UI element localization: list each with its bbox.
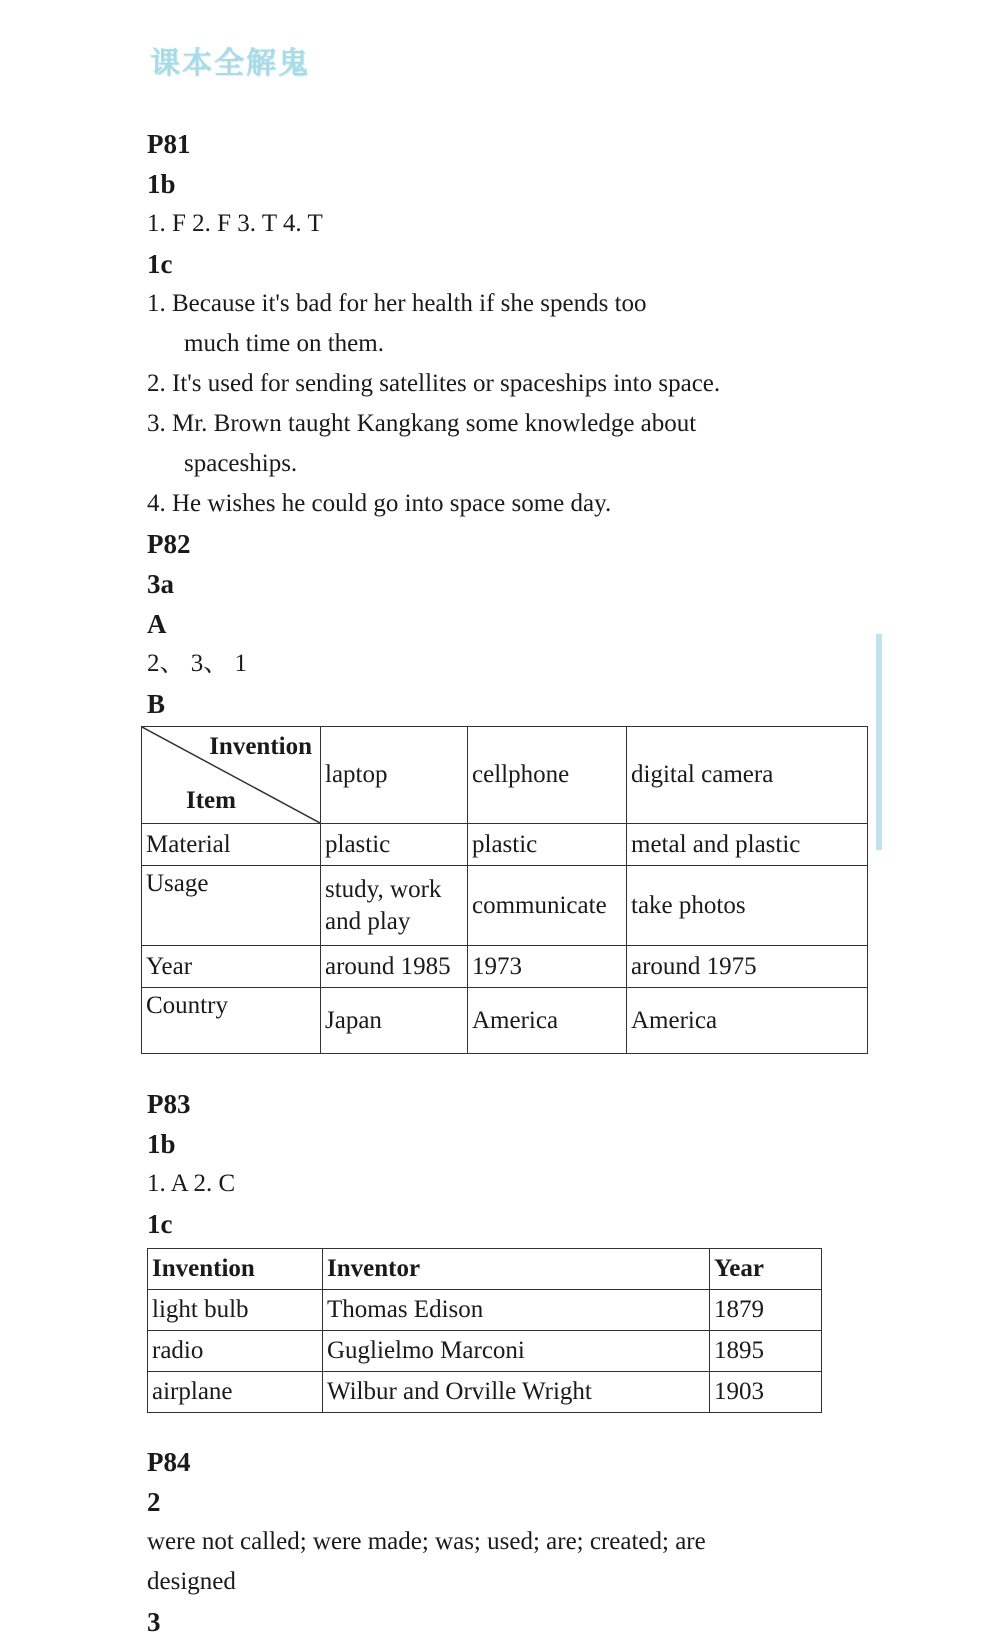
- row-label: Country: [142, 988, 321, 1054]
- table-cell: plastic: [321, 824, 468, 866]
- question-label-1c: 1c: [147, 249, 173, 279]
- question-label-3a: 3a: [147, 569, 174, 599]
- header-item: Item: [186, 787, 236, 814]
- column-header: Year: [710, 1249, 822, 1290]
- column-header: cellphone: [468, 727, 627, 824]
- table-cell: Wilbur and Orville Wright: [323, 1372, 710, 1413]
- logo: 课本全解鬼: [150, 46, 310, 81]
- table-cell: America: [468, 988, 627, 1054]
- answers-1b: 1. A 2. C: [147, 1170, 236, 1197]
- table-cell: plastic: [468, 824, 627, 866]
- row-label: Year: [142, 946, 321, 988]
- table-header-row: [148, 1249, 822, 1290]
- table-row: [142, 824, 868, 866]
- answer-1c-1: 1. Because it's bad for her health if she spends too: [147, 290, 647, 317]
- table-cell: Thomas Edison: [323, 1290, 710, 1331]
- question-label-1c: 1c: [147, 1209, 173, 1239]
- page-heading-p82: P82: [147, 529, 191, 559]
- inventors-table: [147, 1248, 822, 1413]
- answer-1c-4: 4. He wishes he could go into space some day.: [147, 490, 612, 517]
- table-row: [148, 1372, 822, 1413]
- answer-1c-3: 3. Mr. Brown taught Kangkang some knowledge about: [147, 410, 697, 437]
- row-label: Material: [142, 824, 321, 866]
- table-cell: Guglielmo Marconi: [323, 1331, 710, 1372]
- question-label-3: 3: [147, 1607, 161, 1637]
- table-cell: metal and plastic: [627, 824, 868, 866]
- answer-part-a: 2、 3、 1: [147, 650, 248, 677]
- table-cell: airplane: [148, 1372, 323, 1413]
- part-label-a: A: [147, 609, 167, 639]
- table-row: [142, 866, 868, 946]
- table-cell: around 1975: [627, 946, 868, 988]
- table-row: [148, 1290, 822, 1331]
- table-cell: 1903: [710, 1372, 822, 1413]
- table-header-row: [142, 727, 868, 824]
- question-label-2: 2: [147, 1487, 161, 1517]
- table-cell: 1973: [468, 946, 627, 988]
- table-cell: America: [627, 988, 868, 1054]
- table-cell: radio: [148, 1331, 323, 1372]
- table-cell: study, work and play: [321, 866, 468, 946]
- table-cell: communicate: [468, 866, 627, 946]
- column-header: Inventor: [323, 1249, 710, 1290]
- page-heading-p83: P83: [147, 1089, 191, 1119]
- table-row: [142, 988, 868, 1054]
- answer-1c-2: 2. It's used for sending satellites or spaceships into space.: [147, 370, 721, 397]
- table-row: [148, 1331, 822, 1372]
- table-cell: 1895: [710, 1331, 822, 1372]
- answer-1c-3-cont: spaceships.: [184, 450, 298, 477]
- answer-1c-1-cont: much time on them.: [184, 330, 384, 357]
- answer-2-line2: designed: [147, 1568, 236, 1595]
- column-header: laptop: [321, 727, 468, 824]
- table-cell: Japan: [321, 988, 468, 1054]
- table-row: [142, 946, 868, 988]
- side-decoration-bar: [876, 634, 882, 850]
- inventions-table: [141, 726, 868, 1054]
- answers-1b: 1. F 2. F 3. T 4. T: [147, 210, 323, 237]
- table-cell: 1879: [710, 1290, 822, 1331]
- question-label-1b: 1b: [147, 1129, 176, 1159]
- column-header: Invention: [148, 1249, 323, 1290]
- diagonal-header-cell: [142, 727, 321, 824]
- answer-2-line1: were not called; were made; was; used; are; created; are: [147, 1528, 706, 1555]
- header-invention: Invention: [209, 733, 312, 760]
- question-label-1b: 1b: [147, 169, 176, 199]
- table-cell: take photos: [627, 866, 868, 946]
- part-label-b: B: [147, 689, 166, 719]
- page-heading-p81: P81: [147, 129, 191, 159]
- column-header: digital camera: [627, 727, 868, 824]
- page-heading-p84: P84: [147, 1447, 191, 1477]
- row-label: Usage: [142, 866, 321, 946]
- table-cell: light bulb: [148, 1290, 323, 1331]
- table-cell: around 1985: [321, 946, 468, 988]
